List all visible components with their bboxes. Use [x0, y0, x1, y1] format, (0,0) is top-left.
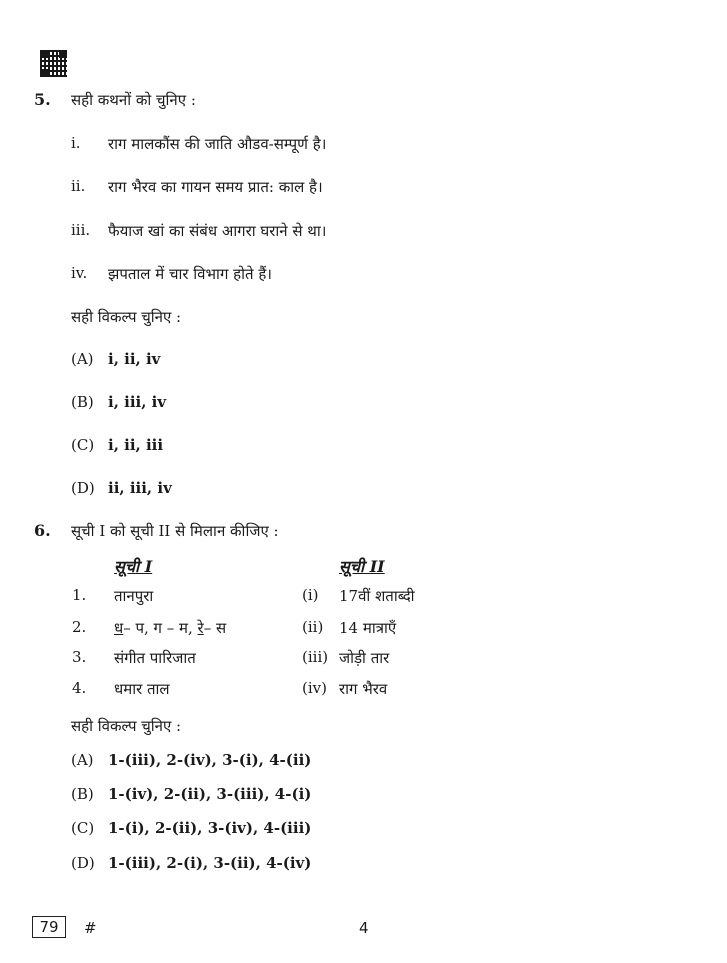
q5-statement-text: राग भैरव का गायन समय प्रात: काल है। — [108, 178, 323, 196]
list2-header: सूची II — [339, 557, 385, 576]
notation-middle: – प, ग – म, — [123, 619, 198, 637]
q5-prompt: सही कथनों को चुनिए : — [71, 91, 196, 109]
list2-item-text: 17वीं शताब्दी — [339, 587, 415, 605]
list2-item-label: (iv) — [302, 679, 327, 697]
q6-number: 6. — [34, 521, 51, 540]
list2-item-text: जोड़ी तार — [339, 649, 390, 667]
q5-statement-label: iii. — [71, 221, 91, 239]
q5-statement-text: झपताल में चार विभाग होते हैं। — [108, 265, 272, 283]
q5-number: 5. — [34, 90, 51, 109]
list1-item-text: तानपुरा — [114, 587, 154, 605]
q5-statement-label: iv. — [71, 264, 88, 282]
q5-option-c-label[interactable]: (C) — [71, 436, 95, 454]
list2-item-text: 14 मात्राएँ — [339, 619, 397, 637]
list1-item-notation — [114, 618, 226, 638]
hash-mark: # — [84, 919, 97, 937]
list1-item-label: 2. — [72, 618, 87, 636]
list1-item-text: संगीत पारिजात — [114, 649, 196, 667]
q6-option-a-value[interactable]: 1-(iii), 2-(iv), 3-(i), 4-(ii) — [108, 751, 312, 769]
q5-choose-text: सही विकल्प चुनिए : — [71, 308, 182, 326]
notation-dha: ध — [114, 619, 124, 637]
q5-option-d-value[interactable]: ii, iii, iv — [108, 479, 172, 497]
q5-statement-label: ii. — [71, 177, 86, 195]
list1-item-label: 1. — [72, 586, 87, 604]
q5-statement-label: i. — [71, 134, 81, 152]
list1-header: सूची I — [114, 557, 153, 576]
page-number: 4 — [359, 919, 369, 937]
q6-option-d-label[interactable]: (D) — [71, 854, 95, 872]
list2-item-label: (iii) — [302, 648, 329, 666]
list2-item-label: (ii) — [302, 618, 324, 636]
notation-re: रे — [197, 619, 204, 637]
q6-option-c-value[interactable]: 1-(i), 2-(ii), 3-(iv), 4-(iii) — [108, 819, 312, 837]
q6-option-b-value[interactable]: 1-(iv), 2-(ii), 3-(iii), 4-(i) — [108, 785, 312, 803]
list2-item-text: राग भैरव — [339, 680, 388, 698]
list2-item-label: (i) — [302, 586, 319, 604]
q6-option-a-label[interactable]: (A) — [71, 751, 94, 769]
q6-choose-text: सही विकल्प चुनिए : — [71, 717, 182, 735]
list1-item-label: 4. — [72, 679, 87, 697]
q5-statement-text: फैयाज खां का संबंध आगरा घराने से था। — [108, 222, 327, 240]
q6-option-c-label[interactable]: (C) — [71, 819, 95, 837]
q5-option-b-label[interactable]: (B) — [71, 393, 94, 411]
page-box-number: 79 — [32, 916, 66, 938]
q5-option-b-value[interactable]: i, iii, iv — [108, 393, 167, 411]
q6-option-b-label[interactable]: (B) — [71, 785, 94, 803]
q5-option-d-label[interactable]: (D) — [71, 479, 95, 497]
q5-option-a-label[interactable]: (A) — [71, 350, 94, 368]
list1-item-label: 3. — [72, 648, 87, 666]
q6-option-d-value[interactable]: 1-(iii), 2-(i), 3-(ii), 4-(iv) — [108, 854, 312, 872]
list1-item-text: धमार ताल — [114, 680, 170, 698]
notation-end: – स — [203, 619, 227, 637]
q5-option-a-value[interactable]: i, ii, iv — [108, 350, 161, 368]
q5-option-c-value[interactable]: i, ii, iii — [108, 436, 164, 454]
q5-statement-text: राग मालकौंस की जाति औडव-सम्पूर्ण है। — [108, 135, 327, 153]
q6-prompt: सूची I को सूची II से मिलान कीजिए : — [71, 522, 279, 540]
qr-code-icon — [40, 50, 67, 77]
